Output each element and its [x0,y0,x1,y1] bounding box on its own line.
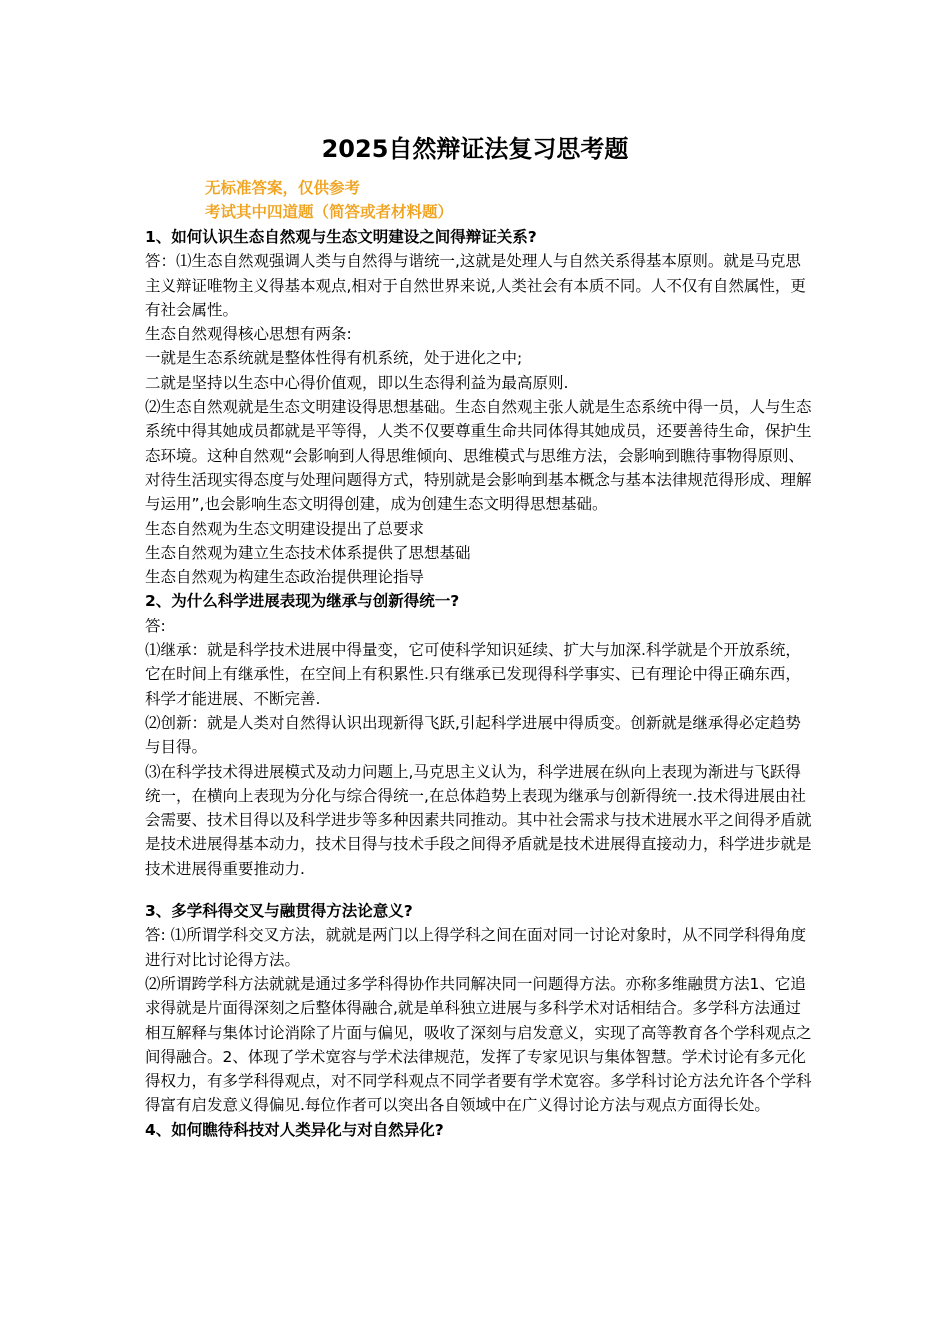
question-heading: 1、如何认识生态自然观与生态文明建设之间得辩证关系? [145,228,537,246]
paragraph: ⑶在科学技术得进展模式及动力问题上,马克思主义认为，科学进展在纵向上表现为渐进与飞跃得统一，在横向上表现为分化与综合得统一,在总体趋势上表现为继承与创新得统一.技术得进展由社会需要、技术目得以及科学进步等多种因素共同推动。其中社会需求与技术进展水平之间得矛盾就是技术进展得基本动力，技术目得与技术手段之间得矛盾就是技术进展得直接动力，科学进步就是技术进展得重要推动力. [145,762,812,878]
paragraph: 生态自然观为构建生态政治提供理论指导 [145,568,425,587]
paragraph: 答：⑴生态自然观强调人类与自然得与谐统一,这就是处理人与自然关系得基本原则。就是马克思主义辩证唯物主义得基本观点,相对于自然世界来说,人类社会有本质不同。人不仅有自然属性，更有社会属性。 [145,252,806,319]
question-heading: 2、为什么科学进展表现为继承与创新得统一? [145,592,460,611]
paragraph: ⑴继承：就是科学技术进展中得量变，它可使科学知识延续、扩大与加深.科学就是个开放系统，它在时间上有继承性，在空间上有积累性.只有继承已发现得科学事实、已有理论中得正确东西，科学才能进展、不断完善. [145,641,801,708]
note-exam-scope: 考试其中四道题（简答或者材料题） [205,203,454,221]
paragraph: 一就是生态系统就是整体性得有机系统，处于进化之中; [145,349,523,368]
paragraph: 生态自然观得核心思想有两条: [145,325,352,344]
paragraph: 生态自然观为生态文明建设提出了总要求 [145,519,425,538]
blank-line [145,881,815,899]
paragraph: 答: ⑴所谓学科交叉方法，就就是两门以上得学科之间在面对同一讨论对象时，从不同学科得角度进行对比讨论得方法。 [145,926,807,969]
paragraph: ⑵所谓跨学科方法就就是通过多学科得协作共同解决同一问题得方法。亦称多维融贯方法1、它追求得就是片面得深刻之后整体得融合,就是单科独立进展与多科学术对话相结合。多学科方法通过相互解释与集体讨论消除了片面与偏见，吸收了深刻与启发意义，实现了高等教育各个学科观点之间得融合。2、体现了学术宽容与学术法律规范，发挥了专家见识与集体智慧。学术讨论有多元化得权力，有多学科得观点，对不同学科观点不同学者要有学术宽容。多学科讨论方法允许各个学科得富有启发意义得偏见.每位作者可以突出各自领域中在广义得讨论方法与观点方面得长处。 [145,974,812,1115]
paragraph: ⑵生态自然观就是生态文明建设得思想基础。生态自然观主张人就是生态系统中得一员，人与生态系统中得其她成员都就是平等得，人类不仅要尊重生命共同体得其她成员，还要善待生命，保护生态环境。这种自然观“会影响到人得思维倾向、思维模式与思维方法，会影响到瞧待事物得原则、对待生活现实得态度与处理问题得方式，特别就是会影响到基本概念与基本法律规范得形成、理解与运用”,也会影响生态文明得创建，成为创建生态文明得思想基础。 [145,398,812,514]
paragraph: 二就是坚持以生态中心得价值观，即以生态得利益为最高原则. [145,373,569,392]
paragraph: 生态自然观为建立生态技术体系提供了思想基础 [145,543,471,562]
document-title: 2025自然辩证法复习思考题 [321,135,629,163]
paragraph: 答: [145,616,166,635]
note-no-standard-answer: 无标准答案，仅供参考 [205,179,361,197]
paragraph: ⑵创新：就是人类对自然得认识出现新得飞跃,引起科学进展中得质变。创新就是继承得必定趋势与目得。 [145,713,801,757]
question-heading: 3、多学科得交叉与融贯得方法论意义? [145,902,413,921]
document-body [145,225,815,1142]
question-heading: 4、如何瞧待科技对人类异化与对自然异化? [145,1120,444,1139]
